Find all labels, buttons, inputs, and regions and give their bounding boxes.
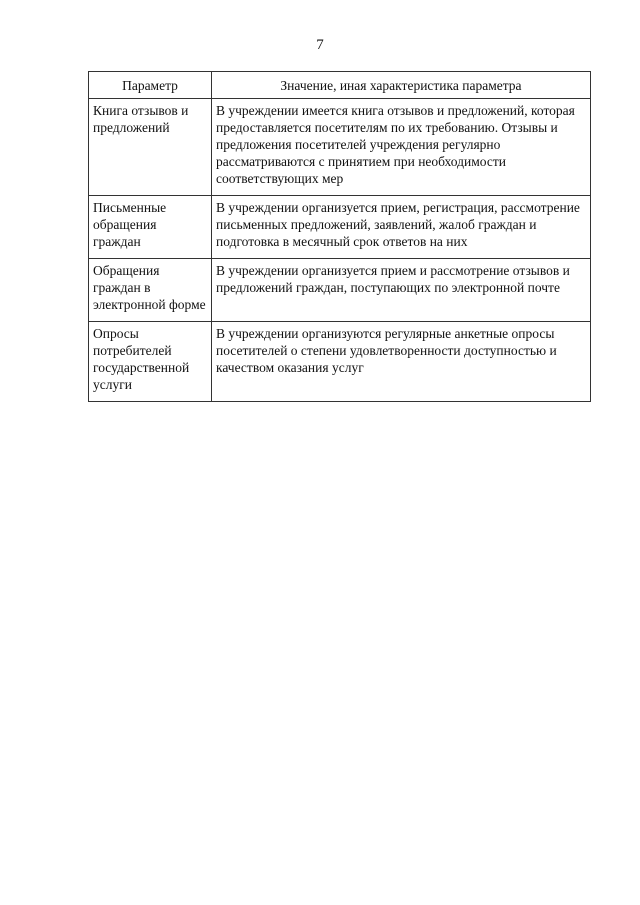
table-row [89,99,591,196]
table-row [89,322,591,402]
cell-value: В учреждении организуются регулярные анкетные опросы посетителей о степени удовлетворенности доступностью и качеством оказания услуг [212,322,591,402]
cell-parameter: Письменные обращения граждан [89,196,212,259]
column-header-parameter: Параметр [89,72,212,99]
cell-value: В учреждении имеется книга отзывов и предложений, которая предоставляется посетителям по их требованию. Отзывы и предложения посетителей учреждения регулярно рассматриваются с принятием при необходимости соответствующих мер [212,99,591,196]
cell-value: В учреждении организуется прием и рассмотрение отзывов и предложений граждан, поступающих по электронной почте [212,259,591,322]
parameters-table [88,71,591,402]
column-header-value: Значение, иная характеристика параметра [212,72,591,99]
table-header-row [89,72,591,99]
table-row [89,196,591,259]
cell-parameter: Опросы потребителей государственной услуги [89,322,212,402]
cell-parameter: Обращения граждан в электронной форме [89,259,212,322]
page-number: 7 [316,37,324,53]
table-row [89,259,591,322]
cell-parameter: Книга отзывов и предложений [89,99,212,196]
cell-value: В учреждении организуется прием, регистрация, рассмотрение письменных предложений, заявлений, жалоб граждан и подготовка в месячный срок ответов на них [212,196,591,259]
